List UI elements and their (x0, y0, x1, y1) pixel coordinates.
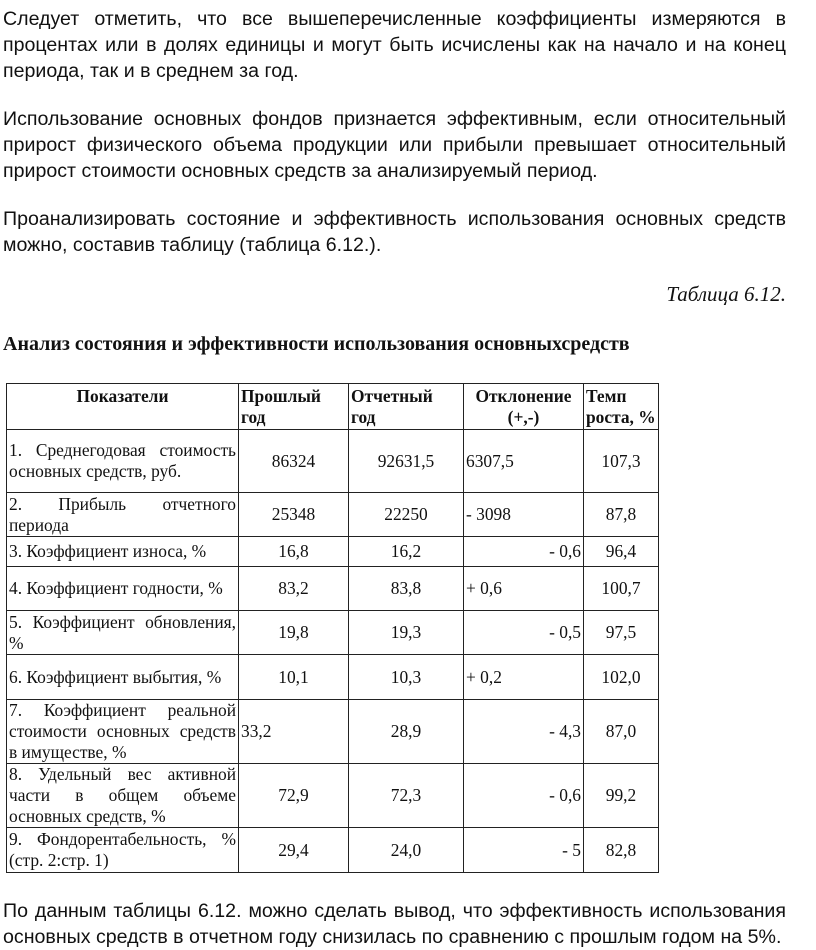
cell-deviation: 6307,5 (464, 430, 584, 493)
table-row (7, 700, 659, 764)
cell-deviation: - 3098 (464, 493, 584, 537)
cell-growth-rate: 97,5 (584, 611, 659, 655)
cell-previous-year: 83,2 (239, 567, 349, 611)
cell-growth-rate: 99,2 (584, 764, 659, 828)
row-label: 7. Коэффициент реальной стоимости основных средств в имуществе, % (7, 700, 239, 764)
row-label: 5. Коэффициент обновления, % (7, 611, 239, 655)
header-current-year: Отчетный год (349, 384, 464, 430)
cell-current-year: 10,3 (349, 655, 464, 700)
table-row (7, 567, 659, 611)
table-row (7, 537, 659, 567)
row-label: 1. Среднегодовая стоимость основных средств, руб. (7, 430, 239, 493)
paragraph-conclusion: По данным таблицы 6.12. можно сделать вывод, что эффективность использования основных средств в отчетном году снизилась по сравнению с прошлым годом на 5%. (3, 900, 786, 948)
cell-growth-rate: 87,0 (584, 700, 659, 764)
row-label: 3. Коэффициент износа, % (7, 537, 239, 567)
table-row (7, 764, 659, 828)
paragraph-efficiency-criterion: Использование основных фондов признается эффективным, если относительный прирост физического объема продукции или прибыли превышает относительный прирост стоимости основных средств за анализируемый период. (3, 108, 786, 182)
cell-previous-year: 25348 (239, 493, 349, 537)
cell-current-year: 16,2 (349, 537, 464, 567)
cell-growth-rate: 82,8 (584, 828, 659, 873)
cell-deviation: - 5 (464, 828, 584, 873)
cell-current-year: 92631,5 (349, 430, 464, 493)
cell-current-year: 72,3 (349, 764, 464, 828)
table-row (7, 493, 659, 537)
cell-current-year: 22250 (349, 493, 464, 537)
cell-previous-year: 16,8 (239, 537, 349, 567)
cell-current-year: 24,0 (349, 828, 464, 873)
cell-growth-rate: 107,3 (584, 430, 659, 493)
cell-previous-year: 19,8 (239, 611, 349, 655)
paragraph-analysis-intro: Проанализировать состояние и эффективность использования основных средств можно, составив таблицу (таблица 6.12.). (3, 208, 786, 256)
header-growth-rate: Темп роста, % (584, 384, 659, 430)
paragraph-coefficients-note: Следует отметить, что все вышеперечисленные коэффициенты измеряются в процентах или в долях единицы и могут быть исчислены как на начало и на конец периода, так и в среднем за год. (3, 8, 786, 82)
row-label: 8. Удельный вес активной части в общем объеме основных средств, % (7, 764, 239, 828)
cell-deviation: - 4,3 (464, 700, 584, 764)
table-row (7, 611, 659, 655)
table-row (7, 828, 659, 873)
table-caption: Таблица 6.12. (666, 282, 786, 306)
cell-deviation: - 0,6 (464, 764, 584, 828)
cell-current-year: 28,9 (349, 700, 464, 764)
cell-growth-rate: 96,4 (584, 537, 659, 567)
cell-deviation: + 0,2 (464, 655, 584, 700)
cell-growth-rate: 100,7 (584, 567, 659, 611)
table-row (7, 430, 659, 493)
cell-growth-rate: 87,8 (584, 493, 659, 537)
table-title: Анализ состояния и эффективности использования основныхсредств (3, 333, 630, 355)
cell-previous-year: 86324 (239, 430, 349, 493)
table-header-row (7, 384, 659, 430)
cell-deviation: - 0,5 (464, 611, 584, 655)
cell-previous-year: 10,1 (239, 655, 349, 700)
cell-deviation: - 0,6 (464, 537, 584, 567)
row-label: 6. Коэффициент выбытия, % (7, 655, 239, 700)
analysis-table (6, 383, 659, 873)
cell-deviation: + 0,6 (464, 567, 584, 611)
cell-previous-year: 72,9 (239, 764, 349, 828)
row-label: 2. Прибыль отчетного периода (7, 493, 239, 537)
row-label: 4. Коэффициент годности, % (7, 567, 239, 611)
cell-previous-year: 33,2 (239, 700, 349, 764)
header-indicators: Показатели (7, 384, 239, 430)
cell-growth-rate: 102,0 (584, 655, 659, 700)
cell-current-year: 83,8 (349, 567, 464, 611)
header-previous-year: Прошлый год (239, 384, 349, 430)
cell-previous-year: 29,4 (239, 828, 349, 873)
header-deviation: Отклонение (+,-) (464, 384, 584, 430)
cell-current-year: 19,3 (349, 611, 464, 655)
table-row (7, 655, 659, 700)
row-label: 9. Фондорентабельность, % (стр. 2:стр. 1) (7, 828, 239, 873)
